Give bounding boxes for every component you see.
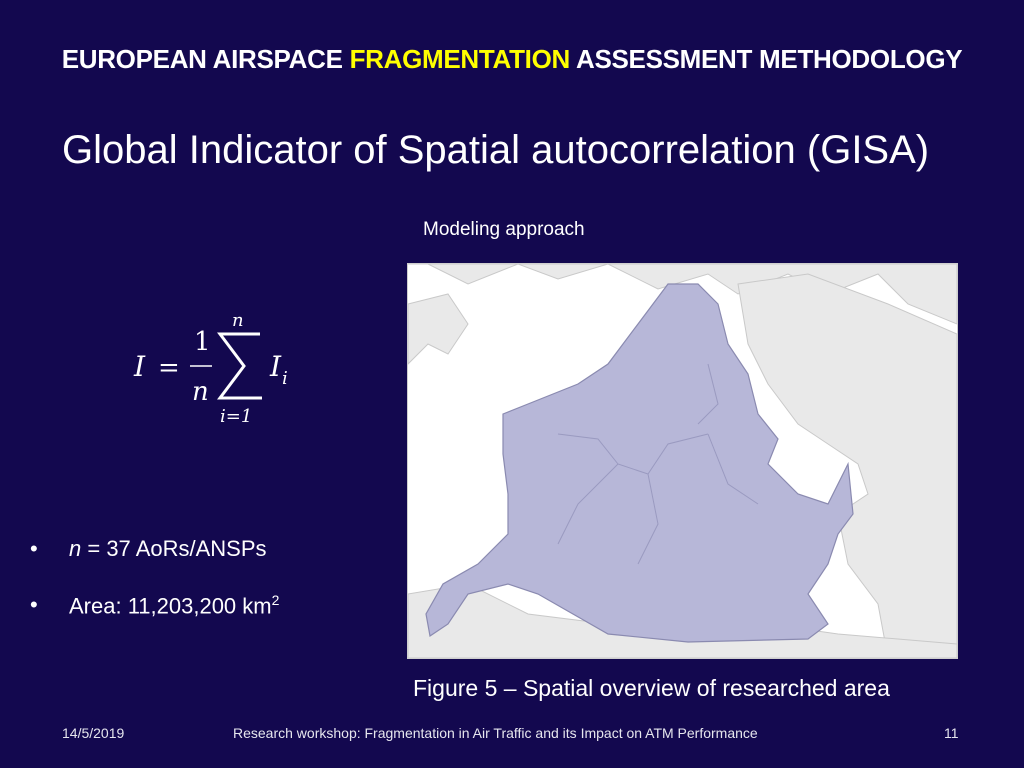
formula-equals: = — [158, 353, 180, 383]
sum-lower-limit: i=1 — [220, 406, 253, 427]
footer-title: Research workshop: Fragmentation in Air Traffic and its Impact on ATM Performance — [233, 725, 758, 741]
summation-sign — [220, 334, 262, 398]
map-land-west — [408, 294, 468, 364]
bullet-superscript: 2 — [271, 592, 280, 608]
header-part1: EUROPEAN AIRSPACE — [61, 44, 350, 74]
bullet-text: = 37 AoRs/ANSPs — [81, 536, 267, 561]
bullet-dot-icon: • — [30, 536, 38, 561]
bullet-variable: n — [69, 536, 82, 561]
formula-term: I — [270, 350, 282, 383]
modeling-approach-caption: Modeling approach — [423, 219, 585, 240]
header-part2: ASSESSMENT METHODOLOGY — [570, 44, 963, 74]
formula-lhs: I — [134, 350, 146, 383]
figure-caption: Figure 5 – Spatial overview of researched area — [413, 675, 890, 701]
formula-denominator: n — [192, 377, 209, 407]
bullet-dot-icon: • — [30, 592, 38, 617]
formula-term-subscript: i — [282, 368, 288, 389]
bullet-text: Area: 11,203,200 km — [69, 593, 272, 619]
sum-upper-limit: n — [232, 310, 244, 331]
page-number: 11 — [944, 725, 959, 741]
header-highlight: FRAGMENTATION — [349, 44, 571, 74]
footer-date: 14/5/2019 — [62, 725, 125, 741]
gisa-formula — [130, 300, 310, 430]
formula-numerator: 1 — [194, 327, 211, 357]
slide-title: Global Indicator of Spatial autocorrelation (GISA) — [62, 128, 930, 172]
airspace-map — [407, 263, 958, 659]
slide-header — [0, 44, 1024, 75]
